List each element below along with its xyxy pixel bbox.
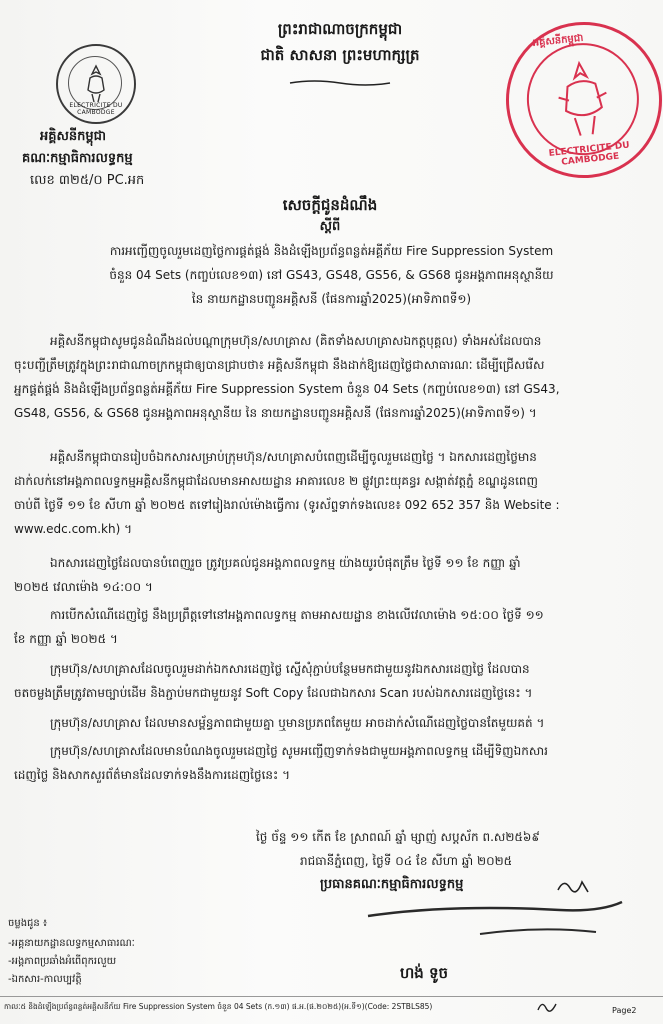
paragraph-1-line-1: អគ្គិសនីកម្ពុជាសូមជូនដំណឹងដល់បណ្តាក្រុមហ៊ុន/សហគ្រាស (គិតទាំងសហគ្រាសឯកត្តបុគ្គល) ទាំងអស់ដែលបាន	[50, 334, 542, 348]
signer-title: ប្រធានគណៈកម្មាធិការលទ្ធកម្ម	[320, 877, 464, 892]
lunar-date: ថ្ងៃ ច័ន្ទ ១១ កើត ខែ ស្រាពណ៍ ឆ្នាំ ម្សាញ់ សប្តស័ក ព.ស២៥៦៩	[256, 830, 540, 844]
motto-ornament	[288, 72, 392, 80]
paragraph-4-line-1: ការបើកសំណើដេញថ្លៃ នឹងប្រព្រឹត្តទៅនៅអង្គភាពលទ្ធកម្ម តាមអាសយដ្ឋាន ខាងលើវេលាម៉ោង ១៥:០០ ថ្ងៃទី ១១	[50, 608, 544, 622]
recipient-item: -ឯកសារ-កាលប្បវត្តិ	[8, 974, 82, 985]
paragraph-7-line-1: ក្រុមហ៊ុន/សហគ្រាសដែលមានបំណងចូលរួមដេញថ្លៃ សូមអញ្ជើញទាក់ទងជាមួយអង្គភាពលទ្ធកម្ម ដើម្បីទិញឯកសារ	[50, 744, 548, 758]
paragraph-2-line-2: ដាក់លក់នៅអង្គភាពលទ្ធកម្មអគ្គិសនីកម្ពុជាដែលមានអាសយដ្ឋាន អាគារលេខ ២ ផ្លូវព្រះយុគន្ធរ សង្កាត់វត្តភ្នំ ខណ្ឌដូនពេញ	[14, 474, 538, 488]
paragraph-4-line-2: ខែ កញ្ញា ឆ្នាំ ២០២៥ ។	[14, 632, 118, 646]
edc-logo-text: ELECTRICITE DU CAMBODGE	[69, 102, 123, 116]
paragraph-5-line-1: ក្រុមហ៊ុន/សហគ្រាសដែលចូលរួមដាក់ឯកសារដេញថ្លៃ ស្នើសុំភ្ជាប់បន្ថែមមកជាមួយនូវឯកសារដេញថ្លៃ ដែលបាន	[50, 662, 530, 676]
kingdom-title: ព្រះរាជាណាចក្រកម្ពុជា	[277, 20, 403, 38]
reference-number: លេខ ៣២៥/០ PC.អក	[30, 173, 145, 188]
stamp-top-text: អគ្គិសនីកម្ពុជា	[532, 32, 584, 50]
paragraph-1-line-4: GS48, GS56, & GS68 ជូនអង្គភាពអនុស្ថានីយ នៃ នាយកដ្ឋានបញ្ជូនអគ្គិសនី (ផែនការឆ្នាំ2025)(អាទិភាពទី១) ។	[14, 406, 537, 420]
edc-red-stamp	[498, 14, 663, 185]
footer-initial	[536, 998, 558, 1020]
subject-line-3: នៃ នាយកដ្ឋានបញ្ជូនអគ្គិសនី (ផែនការឆ្នាំ2025)(អាទិភាពទី១)	[191, 292, 472, 306]
paragraph-2-line-4: www.edc.com.kh) ។	[14, 522, 132, 536]
paragraph-3-line-2: ២០២៥ វេលាម៉ោង ១៤:០០ ។	[14, 580, 153, 594]
paragraph-1-line-3: អ្នកផ្គត់ផ្គង់ និងដំឡើងប្រព័ន្ធពន្លត់អគ្គីភ័យ Fire Suppression System ចំនួន 04 Sets (កញ្ចប់លេខ១៣) នៅ GS43,	[14, 382, 560, 396]
signature	[360, 896, 630, 950]
paragraph-2-line-3: ចាប់ពី ថ្ងៃទី ១១ ខែ សីហា ឆ្នាំ ២០២៥ តទៅរៀងរាល់ម៉ោងធ្វើការ (ទូរស័ព្ទទាក់ទងលេខ៖ 092 652 357 និង Website :	[14, 498, 560, 512]
edc-logo	[56, 44, 136, 124]
signer-name: ហង់ ទូច	[400, 964, 449, 982]
paragraph-5-line-2: ចតចម្លងត្រឹមត្រូវតាមច្បាប់ដើម និងភ្ជាប់មកជាមួយនូវ Soft Copy ដែលជាឯកសារ Scan របស់ឯកសារដេញថ្លៃនេះ ។	[14, 686, 533, 700]
page-number: Page2	[612, 1006, 637, 1015]
recipient-item: -អគ្គនាយកដ្ឋានលទ្ធកម្មសាធារណៈ	[8, 938, 135, 949]
recipient-item: -អង្គភាពប្រឆាំងអំពើពុករលួយ	[8, 956, 117, 967]
paragraph-7-line-2: ដេញថ្លៃ និងសាកសួរព័ត៌មានដែលទាក់ទងនឹងការដេញថ្លៃនេះ ។	[14, 768, 290, 782]
copy-to-label: ចម្លងជូន ៖	[8, 918, 48, 929]
paragraph-2-line-1: អគ្គិសនីកម្ពុជាបានរៀបចំឯកសារសម្រាប់ក្រុមហ៊ុន/សហគ្រាសបំពេញដើម្បីចូលរួមដេញថ្លៃ ។ ឯកសារដេញថ្លៃមាន	[50, 450, 537, 464]
notice-title: សេចក្តីជូនដំណឹង	[282, 196, 378, 214]
national-motto: ជាតិ សាសនា ព្រះមហាក្សត្រ	[260, 46, 420, 64]
footer-divider	[0, 996, 663, 997]
paragraph-1-line-2: ចុះបញ្ជីត្រឹមត្រូវក្នុងព្រះរាជាណាចក្រកម្ពុជាឲ្យបានជ្រាបថា៖ អគ្គិសនីកម្ពុជា នឹងដាក់ឱ្យដេញថ្លៃជាសាធារណៈ ដើម្បីជ្រើសរើស	[14, 358, 545, 372]
stamp-ring-text: ELECTRICITE DU CAMBODGE	[548, 140, 631, 168]
subject-line-1: ការអញ្ជើញចូលរួមដេញថ្លៃការផ្គត់ផ្គង់ និងដំឡើងប្រព័ន្ធពន្លត់អគ្គីភ័យ Fire Suppression System	[109, 244, 554, 258]
org-name: អគ្គិសនីកម្ពុជា	[40, 129, 107, 144]
footer-text: កាលៈ៥ និងដំឡើងប្រព័ន្ធពន្លត់អគ្គិសនីភ័យ Fire Suppression System ចំនួន 04 Sets (ក.១៣) ផ.អ.(ផ.២០២៥)(អ.ទី១)(Code: 2STBLS85)	[4, 1002, 433, 1011]
solar-date: រាជធានីភ្នំពេញ, ថ្ងៃទី ០៤ ខែ សីហា ឆ្នាំ ២០២៥	[300, 854, 513, 868]
subject-label: ស្តីពី	[319, 219, 341, 234]
paragraph-3-line-1: ឯកសារដេញថ្លៃដែលបានបំពេញរួច ត្រូវប្រគល់ជូនអង្គភាពលទ្ធកម្ម យ៉ាងយូរបំផុតត្រឹម ថ្ងៃទី ១១ ខែ កញ្ញា ឆ្នាំ	[50, 556, 521, 570]
subject-line-2: ចំនួន 04 Sets (កញ្ចប់លេខ១៣) នៅ GS43, GS48, GS56, & GS68 ជូនអង្គភាពអនុស្ថានីយ	[109, 268, 554, 282]
committee-name: គណៈកម្មាធិការលទ្ធកម្ម	[22, 151, 133, 166]
paragraph-6-line-1: ក្រុមហ៊ុន/សហគ្រាស ដែលមានសម្ព័ន្ធភាពជាមួយគ្នា ឬមានប្រភពតែមួយ អាចដាក់សំណើដេញថ្លៃបានតែមួយគត់ ។	[50, 716, 545, 730]
